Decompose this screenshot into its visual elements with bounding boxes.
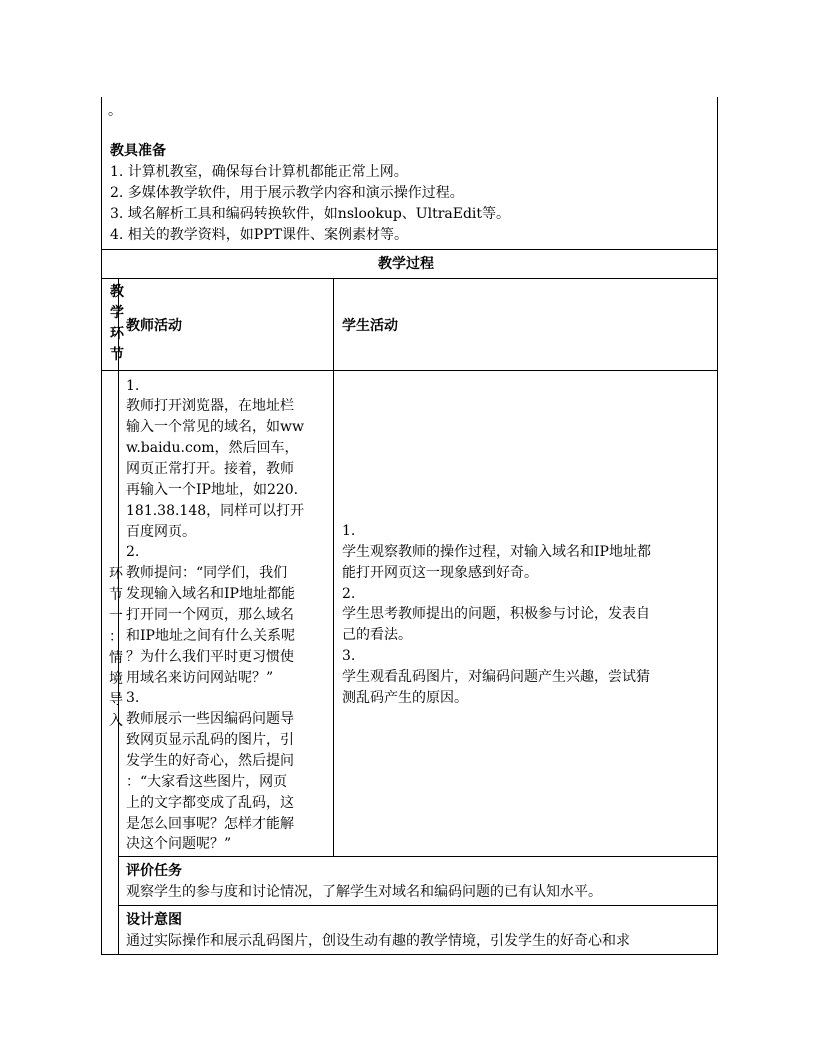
teacher-line: 教师展示一些因编码问题导: [126, 711, 294, 727]
teacher-line: 决这个问题呢？”: [126, 836, 232, 852]
stage-cell-clipped: [103, 564, 123, 754]
stage-header-char: 学: [110, 305, 124, 321]
design-intent-text: 通过实际操作和展示乱码图片，创设生动有趣的教学情境，引发学生的好奇心和求: [126, 933, 630, 949]
evaluation-text: 观察学生的参与度和讨论情况，了解学生对域名和编码问题的已有认知水平。: [126, 884, 602, 900]
stage-header-clipped: [103, 282, 124, 369]
prep-item: 1. 计算机教室，确保每台计算机都能正常上网。: [110, 164, 408, 180]
student-line: 学生观看乱码图片，对编码问题产生兴趣，尝试猜: [342, 669, 650, 685]
student-line: 能打开网页这一现象感到好奇。: [342, 565, 538, 581]
teacher-line: 百度网页。: [126, 524, 196, 540]
student-activity-header: 学生活动: [342, 318, 398, 334]
teacher-line: 教师打开浏览器，在地址栏: [126, 398, 294, 414]
prep-item: 3. 域名解析工具和编码转换软件，如nslookup、UltraEdit等。: [110, 206, 511, 222]
table-divider: [101, 278, 718, 279]
table-border-bottom: [101, 954, 718, 955]
student-line: 3.: [342, 648, 356, 664]
student-line: 学生思考教师提出的问题，积极参与讨论，发表自: [342, 606, 650, 622]
stage-char: 导: [109, 692, 123, 708]
student-line: 1.: [342, 523, 356, 539]
table-border-right: [717, 97, 718, 955]
evaluation-heading: 评价任务: [126, 863, 182, 879]
stage-header-char: 环: [110, 326, 124, 342]
teacher-line: 发现输入域名和IP地址都能: [126, 586, 295, 602]
student-line: 己的看法。: [342, 627, 412, 643]
student-line: 测乱码产生的原因。: [342, 690, 468, 706]
teacher-line: ？为什么我们平时更习惯使: [126, 649, 294, 665]
table-divider: [101, 370, 718, 371]
teacher-line: w.baidu.com，然后回车，: [126, 440, 299, 456]
teacher-line: 致网页显示乱码的图片，引: [126, 732, 294, 748]
table-divider: [101, 249, 718, 250]
activity-column-divider: [333, 279, 334, 857]
teacher-line: 用域名来访问网站呢？”: [126, 670, 274, 686]
stage-char: 入: [109, 713, 123, 729]
stage-char: 一: [109, 608, 123, 624]
teacher-line: ：“大家看这些图片，网页: [126, 774, 288, 790]
stage-header-char: 节: [110, 347, 124, 363]
design-intent-heading: 设计意图: [126, 912, 182, 928]
teacher-line: 发学生的好奇心，然后提问: [126, 753, 294, 769]
teacher-line: 输入一个常见的域名，如ww: [126, 419, 304, 435]
prep-item: 4. 相关的教学资料，如PPT课件、案例素材等。: [110, 227, 408, 243]
teacher-line: 上的文字都变成了乱码，这: [126, 795, 294, 811]
teacher-activity-header: 教师活动: [126, 318, 182, 334]
prep-item: 2. 多媒体教学软件，用于展示教学内容和演示操作过程。: [110, 185, 464, 201]
teacher-line: 教师提问：“同学们，我们: [126, 565, 288, 581]
teacher-line: 再输入一个IP地址，如220.: [126, 482, 299, 498]
teacher-line: 是怎么回事呢？怎样才能解: [126, 816, 294, 832]
stage-char: 境: [109, 671, 123, 687]
teacher-line: 2.: [126, 544, 140, 560]
teacher-line: 和IP地址之间有什么关系呢: [126, 628, 295, 644]
stage-char: ：: [109, 629, 123, 645]
stage-header-char: 教: [110, 284, 124, 300]
teacher-line: 网页正常打开。接着，教师: [126, 461, 294, 477]
student-line: 2.: [342, 586, 356, 602]
stage-char: 情: [109, 650, 123, 666]
student-line: 学生观察教师的操作过程，对输入域名和IP地址都: [342, 544, 651, 560]
table-divider: [118, 905, 718, 906]
table-border-left: [101, 97, 102, 955]
teacher-line: 3.: [126, 690, 140, 706]
stage-char: 节: [109, 587, 123, 603]
teacher-line: 打开同一个网页，那么域名: [126, 607, 294, 623]
table-divider: [118, 856, 718, 857]
trailing-punctuation: 。: [108, 103, 122, 119]
process-title: 教学过程: [378, 256, 434, 272]
stage-char: 环: [109, 566, 123, 582]
teacher-line: 181.38.148，同样可以打开: [126, 503, 305, 519]
prep-heading: 教具准备: [110, 143, 166, 159]
teacher-line: 1.: [126, 378, 140, 394]
